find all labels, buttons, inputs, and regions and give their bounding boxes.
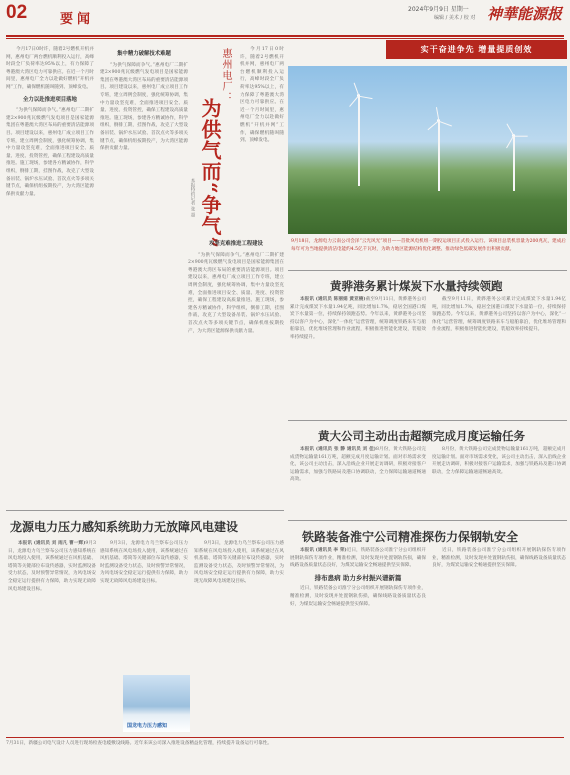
lead-subhead-1: 全力以赴推进项目落地 <box>23 96 77 103</box>
article-2-col-1 <box>290 446 426 516</box>
footer-rule <box>6 737 564 738</box>
article-1-body-cont: 截至9月11日，黄骅港务公司累计完成煤炭下水量1.94亿吨，同比增加1.7%，稳居全国港口煤炭下水量第一位，持续保持领跑态势。今年以来，黄骅港务公司坚持以客户为中心，深化“一体化”运营管理，统筹调度铁路来车与船舶靠泊，优化堆场管理和作业流程，积极推进智能化建设，装船效率持续提升。 <box>432 297 566 333</box>
article-3-headline: 铁路装备淮宁公司精准探伤力保钢轨安全 <box>302 530 519 544</box>
turbine-blade <box>438 120 452 126</box>
article-3-col-2 <box>432 547 566 733</box>
divider <box>6 510 284 511</box>
article-3-body-cont-2: 近日，铁路装备公司淮宁分公司组织开展钢轨探伤专项作业，精准检测，及时发现并处置钢轨伤损，确保线路设备质量状态良好，为煤炭运输安全畅通提供坚实保障。 <box>432 548 566 569</box>
editor-credits: 编辑 / 美术 / 校 对 <box>434 15 476 21</box>
lead-body-cont: “为供气保障而争气。”惠州电厂二期扩建2×900兆瓦级燃气发电项目是国家能源集团在粤港澳大湾区布局的重要清洁能源项目。项目建设以来，惠州电厂成立项目工作专班，建立周例会制度，强化统筹协调，集中力量攻坚克难，全面推进项目安全、质量、进度、投资管控，确保工程建设高质量推进。施工现场，参建各方精诚协作，科学组织，倒排工期，挂图作战，攻克了大型设备吊装、锅炉水压试验、首次点火等多项关键节点，确保机组按期投产，为大湾区能源保供贡献力量。 <box>100 62 188 152</box>
section-title: 要闻 <box>60 12 95 27</box>
article-2-col-2 <box>432 446 566 516</box>
newspaper-masthead: 神華能源报 <box>487 5 563 23</box>
article-3-body: 近日，铁路装备公司淮宁分公司组织开展钢轨探伤专项作业，精准检测，及时发现并处置钢轨伤损，确保线路设备质量状态良好，为煤炭运输安全畅通提供坚实保障。 <box>290 548 426 569</box>
lead-subhead-3: 集中精力破解技术难题 <box>117 51 171 57</box>
lead-intro: 今月17日0时许，随着2号燃机开机并网，惠州电厂两台燃机顺利投入运行，高峰时段全厂负荷率达95%以上，有力保障了粤港澳大湾区电力可靠供应。在近一个月时间里，惠州电厂全力以赴做好燃机“开机并网”工作，确保燃机随叫随到、顶峰发电。 <box>6 47 94 90</box>
article-1-headline: 黄骅港务累计煤炭下水量持续领跑 <box>330 279 503 293</box>
divider <box>288 420 567 421</box>
article-2-body: 8月份，黄大铁路公司完成货物运输量161万吨，超额完成月度运输计划。面对市场需求变化，该公司主动出击，深入沿线企业开展走访调研，积极对接客户运输需求，加强与铁路局及港口协调联动，全力保障运输通道畅通高效。 <box>290 447 426 483</box>
divider <box>288 270 567 271</box>
article-4-body-cont-2: 9月3日，龙源电力乌兰察布公司压力感知系统在风电场投入使用，该系统通过在风机基础、塔筒等关键部位布设传感器，实时监测设备受力状态，及时预警异常情况，为风电场安全稳定运行提供有力保障，助力实现无故障风电场建设目标。 <box>194 541 284 584</box>
page-number: 02 <box>6 2 28 23</box>
article-3-subhead: 排布患病 助力乡村振兴谱新篇 <box>314 573 402 582</box>
lead-kicker: 惠州电厂： <box>220 48 231 103</box>
header-rule-thin <box>6 38 564 39</box>
article-4-body: 9月3日，龙源电力乌兰察布公司压力感知系统在风电场投入使用，该系统通过在风机基础、塔筒等关键部位布设传感器，实时监测设备受力状态，及时预警异常情况，为风电场安全稳定运行提供有力保障，助力实现无故障风电场建设目标。 <box>8 541 96 592</box>
article-4-body-cont: 9月3日，龙源电力乌兰察布公司压力感知系统在风电场投入使用，该系统通过在风机基础、塔筒等关键部位布设传感器，实时监测设备受力状态，及时预警异常情况，为风电场安全稳定运行提供有力保障，助力实现无故障风电场建设目标。 <box>100 541 188 584</box>
lead-column-2 <box>100 46 188 506</box>
lead-body: “为供气保障而争气。”惠州电厂二期扩建2×900兆瓦级燃气发电项目是国家能源集团在粤港澳大湾区布局的重要清洁能源项目。项目建设以来，惠州电厂成立项目工作专班，建立周例会制度，强化统筹协调，集中力量攻坚克难，全面推进项目安全、质量、进度、投资管控，确保工程建设高质量推进。施工现场，参建各方精诚协作，科学组织，倒排工期，挂图作战，攻克了大型设备吊装、锅炉水压试验、首次点火等多项关键节点，确保机组按期投产，为大湾区能源保供贡献力量。 <box>6 108 94 197</box>
power-tower-photo <box>123 675 190 732</box>
issue-date: 2024年9月9日 星期一 <box>408 6 469 13</box>
article-1-col-2 <box>432 296 566 416</box>
lead-intro-cont: 今月17日0时许，随着2号燃机开机并网，惠州电厂两台燃机顺利投入运行，高峰时段全厂负荷率达95%以上，有力保障了粤港澳大湾区电力可靠供应。在近一个月时间里，惠州电厂全力以赴做好燃机“开机并网”工作，确保燃机随叫随到、顶峰发电。 <box>240 47 284 144</box>
article-4-byline: 本报讯 (通讯员 刘 雨凡 曹一辉) <box>18 541 86 546</box>
lead-column-1 <box>6 46 94 506</box>
article-4-col-2 <box>100 540 188 670</box>
slogan-banner: 实干奋进争先 增量提质创效 <box>386 40 567 59</box>
article-1-byline: 本报讯 (通讯员 陈丽娟 黄亚楠) <box>300 297 366 302</box>
footer-caption: 7月31日，新疆公司电气设计人员进行现场检查电缆敷设线路。近年来该公司深入推进设备精益化管理，持续提升设备运行可靠性。 <box>6 741 273 746</box>
article-4-headline: 龙源电力压力感知系统助力无放障风电建设 <box>10 520 239 534</box>
tower-photo-caption: 国龙电力压力感知 <box>127 723 168 729</box>
article-2-headline: 黄大公司主动出击超额完成月度运输任务 <box>318 429 525 443</box>
article-2-body-cont: 8月份，黄大铁路公司完成货物运输量161万吨，超额完成月度运输计划。面对市场需求变化，该公司主动出击，深入沿线企业开展走访调研，积极对接客户运输需求，加强与铁路局及港口协调联动，全力保障运输通道畅通高效。 <box>432 447 566 475</box>
wind-turbine <box>513 136 515 191</box>
article-4-col-1 <box>8 540 96 733</box>
lead-author: 本报特约记者 张 超 <box>190 178 195 217</box>
lead-headline: 为供气而“争气” <box>198 98 222 250</box>
turbine-blade <box>359 95 373 99</box>
turbine-blade <box>353 83 359 97</box>
article-4-col-3 <box>194 540 284 733</box>
article-1-col-1 <box>290 296 426 416</box>
divider <box>288 520 567 521</box>
article-3-col-1 <box>290 547 426 733</box>
wind-farm-photo <box>288 66 567 234</box>
article-2-byline: 本报讯 (通讯员 张 静 通讯员 刘 佳) <box>300 447 376 452</box>
article-3-byline: 本报讯 (通讯员 李 荣) <box>300 548 347 553</box>
lead-subhead-2: 攻坚克难推进工程建设 <box>209 241 263 247</box>
article-3-body-cont: 近日，铁路装备公司淮宁分公司组织开展钢轨探伤专项作业，精准检测，及时发现并处置钢轨伤损，确保线路设备质量状态良好，为煤炭运输安全畅通提供坚实保障。 <box>290 586 426 607</box>
lead-column-3 <box>188 236 284 506</box>
article-1-body: 截至9月11日，黄骅港务公司累计完成煤炭下水量1.94亿吨，同比增加1.7%，稳居全国港口煤炭下水量第一位，持续保持领跑态势。今年以来，黄骅港务公司坚持以客户为中心，深化“一体化”运营管理，统筹调度铁路来车与船舶靠泊，优化堆场管理和作业流程，积极推进智能化建设，装船效率持续提升。 <box>290 297 426 340</box>
lead-body-cont-2: “为供气保障而争气。”惠州电厂二期扩建2×900兆瓦级燃气发电项目是国家能源集团在粤港澳大湾区布局的重要清洁能源项目。项目建设以来，惠州电厂成立项目工作专班，建立周例会制度，强化统筹协调，集中力量攻坚克难，全面推进项目安全、质量、进度、投资管控，确保工程建设高质量推进。施工现场，参建各方精诚协作，科学组织，倒排工期，挂图作战，攻克了大型设备吊装、锅炉水压试验、首次点火等多项关键节点，确保机组按期投产，为大湾区能源保供贡献力量。 <box>188 252 284 334</box>
photo-caption: 9月18日，龙源电力云南公司会泽“云光风光”项目——首批风电机组一期投运项目正式投入运行。该项目总装机容量为200兆瓦，建成后每年可为当地提供清洁电能约4.5亿千瓦时，为助力地区能源结构优化调整、推动绿色低碳发展作出积极贡献。 <box>291 239 566 252</box>
wind-turbine <box>358 96 360 186</box>
wind-turbine <box>438 121 440 191</box>
lead-column-side <box>240 46 284 226</box>
header-rule <box>6 35 564 37</box>
turbine-blade <box>514 135 528 136</box>
